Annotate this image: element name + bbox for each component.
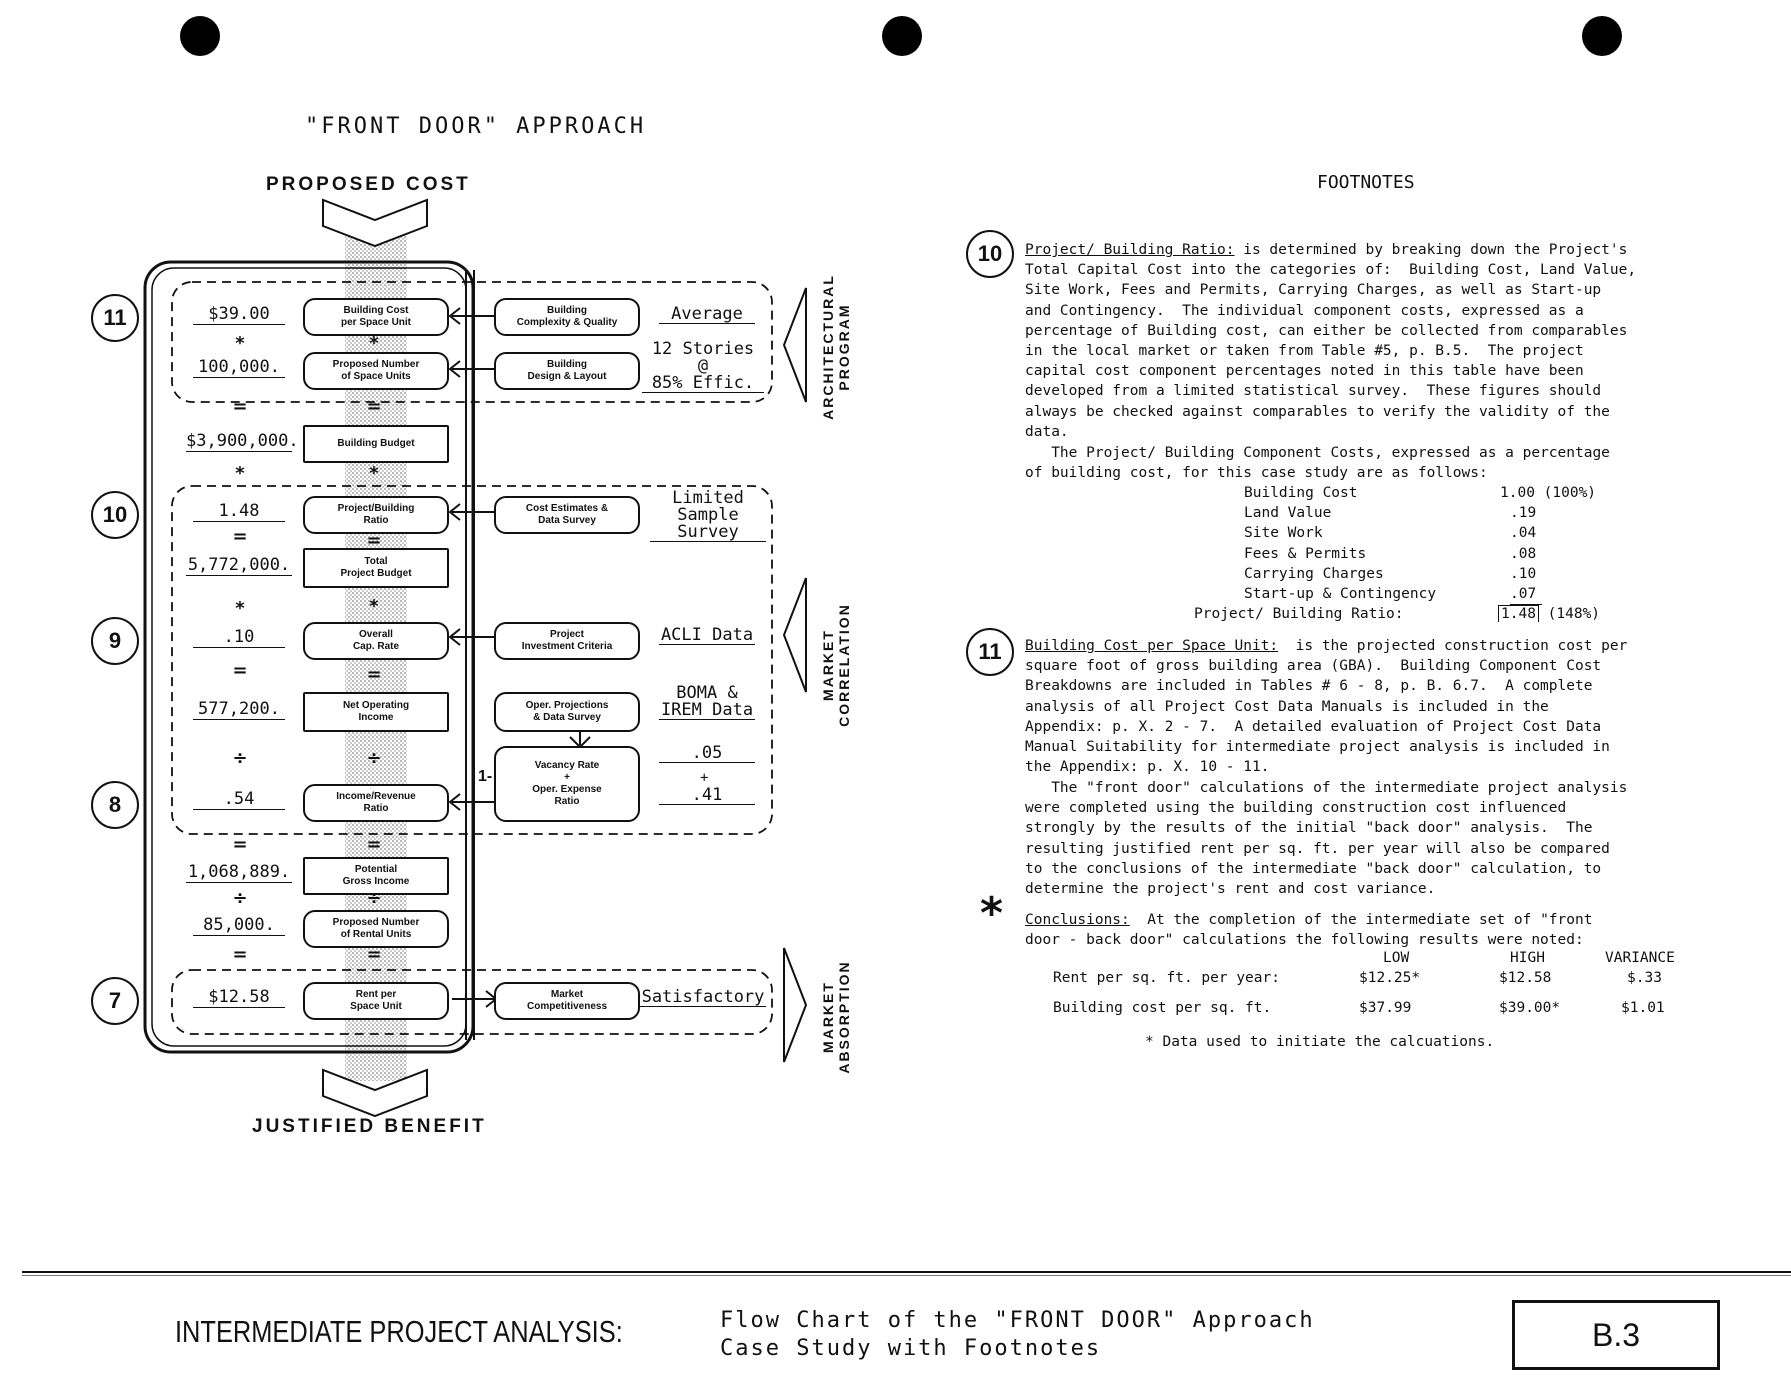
market-correlation-label: MARKET CORRELATION (820, 603, 852, 727)
col-low: LOW (1383, 950, 1410, 966)
potential-gross-income-box: Potential Gross Income (303, 857, 449, 895)
footnote-11-heading: Building Cost per Space Unit: (1025, 638, 1279, 654)
component-value: .08 (1510, 545, 1537, 562)
expense-ext: .41 (659, 787, 755, 805)
component-value: .10 (1510, 565, 1537, 582)
op-times-2: * (235, 463, 245, 484)
cost-per-unit-value: $39.00 (193, 304, 285, 325)
justified-benefit-label: JUSTIFIED BENEFIT (252, 1116, 487, 1137)
op-times-center-1: * (369, 333, 379, 354)
market-competitiveness-input-box: Market Competitiveness (494, 982, 640, 1020)
component-row (1180, 523, 1650, 543)
component-value: .19 (1510, 505, 1537, 522)
col-variance: VARIANCE (1605, 950, 1675, 966)
total-ratio: 1.48 (1498, 605, 1539, 622)
building-budget-box: Building Budget (303, 425, 449, 463)
footnotes-title: FOOTNOTES (1317, 172, 1415, 193)
building-budget-value: $3,900,000. (186, 431, 299, 451)
component-value: .07 (1510, 584, 1542, 605)
boma-ext: BOMA & IREM Data (660, 683, 754, 720)
component-total-row (1180, 604, 1650, 624)
component-row (1180, 564, 1650, 584)
component-label: Land Value (1244, 505, 1332, 522)
overall-cap-rate-box: Overall Cap. Rate (303, 622, 449, 660)
op-divide-1: ÷ (232, 748, 248, 769)
component-row (1180, 584, 1650, 604)
footer-rule-2 (22, 1275, 1791, 1276)
component-row (1180, 544, 1650, 564)
one-minus-label: 1- (478, 768, 493, 785)
row-variance: $1.01 (1621, 1000, 1665, 1016)
space-units-value: 100,000. (193, 357, 285, 378)
noi-value: 577,200. (193, 699, 285, 720)
cost-estimates-input-box: Cost Estimates & Data Survey (494, 496, 640, 534)
rent-value: $12.58 (193, 987, 285, 1008)
footnote-number-10: 10 (966, 230, 1014, 278)
component-total-value (1498, 604, 1600, 624)
conclusions-heading: Conclusions: (1025, 912, 1130, 928)
complexity-input-box: Building Complexity & Quality (494, 298, 640, 336)
ratio-value: 1.48 (193, 501, 285, 522)
footnote-number-11: 11 (966, 628, 1014, 676)
op-equals-2: = (232, 526, 248, 547)
step-number-11: 11 (91, 294, 139, 342)
footnote-11-para2: The "front door" calculations of the intermediate project analysis were completed using the building construction cost influenced strongly by the results of the initial "back door" analysis. The resulting justified rent per sq. ft. per year will also be compared to the conclusions of the intermediate "back door" calculation, to determine the project's rent and cost variance. (1025, 780, 1628, 898)
design-input-box: Building Design & Layout (494, 352, 640, 390)
building-cost-box: Building Cost per Space Unit (303, 298, 449, 336)
op-equals-5: = (232, 944, 248, 965)
page-number-box (1512, 1300, 1720, 1370)
rental-units-value: 85,000. (193, 915, 285, 936)
total-pct: (148%) (1538, 606, 1601, 623)
conclusions-header (1025, 950, 1725, 970)
proposed-rental-units-box: Proposed Number of Rental Units (303, 910, 449, 948)
proposed-space-units-box: Proposed Number of Space Units (303, 352, 449, 390)
footer-title: INTERMEDIATE PROJECT ANALYSIS: (175, 1314, 623, 1349)
vacancy-expense-input-box (494, 746, 640, 822)
component-row (1180, 483, 1650, 503)
step-number-10: 10 (91, 491, 139, 539)
op-equals-1: = (232, 396, 248, 417)
punch-hole-right (1582, 16, 1622, 56)
project-building-ratio-box: Project/Building Ratio (303, 496, 449, 534)
component-label: Fees & Permits (1244, 545, 1367, 562)
net-operating-income-box: Net Operating Income (303, 692, 449, 732)
row-high: $39.00* (1499, 1000, 1561, 1016)
op-equals-4: = (232, 834, 248, 855)
op-equals-center-4: = (366, 834, 382, 855)
oper-projections-input-box: Oper. Projections & Data Survey (494, 692, 640, 732)
footer-rule (22, 1271, 1791, 1273)
income-revenue-ratio-box: Income/Revenue Ratio (303, 784, 449, 822)
component-value: 1.00 (100%) (1500, 485, 1597, 501)
op-equals-center-1: = (366, 396, 382, 417)
limited-sample-ext: Limited Sample Survey (650, 490, 766, 542)
conclusions-note: * Data used to initiate the calcuations. (1145, 1034, 1495, 1050)
plus-ext: + (700, 770, 709, 786)
conclusions-para (1025, 910, 1725, 950)
punch-hole-center (882, 16, 922, 56)
component-label: Start-up & Contingency (1244, 585, 1437, 602)
proposed-cost-label: PROPOSED COST (266, 174, 471, 195)
component-label: Building Cost (1244, 485, 1358, 501)
op-equals-center-3: = (366, 664, 382, 685)
total-project-budget-box: Total Project Budget (303, 548, 449, 588)
conclusions-text: At the completion of the intermediate set of "front door - back door" calculations the following results were noted: (1025, 912, 1593, 949)
page-title: "FRONT DOOR" APPROACH (305, 114, 647, 139)
op-divide-center-1: ÷ (366, 748, 382, 769)
step-number-9: 9 (91, 617, 139, 665)
row-high: $12.58 (1499, 970, 1552, 986)
plus-label: + (564, 772, 570, 783)
page-number: B.3 (1591, 1316, 1641, 1353)
step-number-8: 8 (91, 781, 139, 829)
acli-ext: ACLI Data (660, 625, 754, 645)
op-divide-center-2: ÷ (366, 888, 382, 909)
stories-ext: 12 Stories @ 85% Effic. (642, 341, 764, 393)
vacancy-ext: .05 (659, 745, 755, 763)
investment-criteria-input-box: Project Investment Criteria (494, 622, 640, 660)
component-label: Site Work (1244, 525, 1323, 542)
total-budget-value: 5,772,000. (187, 555, 291, 575)
footnote-11-text1: is the projected construction cost per square foot of gross building area (GBA). Building Component Cost Breakdowns are included in Tables # 6 - 8, p. B. 6.7. A complete analysis of all Project Cost Data Manuals is included in the Appendix: p. X. 2 - 7. A detailed evaluation of Project Cost Data Manual Suitability for intermediate project analysis is included in the Appendix: p. X. 10 - 11. (1025, 638, 1628, 776)
footer-subtitle-1: Flow Chart of the "FRONT DOOR" Approach (720, 1308, 1315, 1333)
footnote-10-text1: is determined by breaking down the Project's Total Capital Cost into the categories of: Building Cost, Land Value, Site Work, Fees and Permits, Carrying Charges, as well as Start-up and Contingency. The individual component costs, expressed as a percentage of Building cost, can either be collected from comparables in the local market or taken from Table #5, p. B.5. The project capital cost component percentages noted in this table have been developed from a limited statistical survey. These figures should always be checked against comparables to verify the validity of the data. (1025, 242, 1637, 440)
component-value: .04 (1510, 525, 1537, 542)
row-low: $37.99 (1359, 1000, 1412, 1016)
component-table (1180, 483, 1650, 624)
op-times-1: * (235, 333, 245, 354)
rent-per-space-box: Rent per Space Unit (303, 982, 449, 1020)
gross-income-value: 1,068,889. (187, 862, 291, 882)
footnote-10-para1 (1025, 240, 1725, 442)
market-absorption-label: MARKET ABSORPTION (820, 960, 852, 1074)
op-equals-center-5: = (366, 944, 382, 965)
oper-expense-label: Oper. Expense Ratio (532, 784, 602, 807)
op-equals-3: = (232, 660, 248, 681)
vacancy-rate-label: Vacancy Rate (534, 760, 600, 771)
conclusions-row (1025, 970, 1725, 1000)
footnote-10-para2: The Project/ Building Component Costs, expressed as a percentage of building cost, for this case study are as follows: (1025, 445, 1610, 482)
op-equals-center-2: = (366, 530, 382, 551)
op-times-center-2: * (369, 463, 379, 484)
footnote-10-heading: Project/ Building Ratio: (1025, 242, 1235, 258)
col-high: HIGH (1510, 950, 1545, 966)
income-ratio-value: .54 (193, 789, 285, 810)
component-label: Carrying Charges (1244, 565, 1384, 582)
op-divide-2: ÷ (232, 888, 248, 909)
component-row (1180, 503, 1650, 523)
row-variance: $.33 (1627, 970, 1662, 986)
cap-rate-value: .10 (193, 627, 285, 648)
step-number-7: 7 (91, 977, 139, 1025)
footnote-11-para1 (1025, 636, 1725, 777)
component-total-label: Project/ Building Ratio: (1194, 606, 1404, 623)
satisfactory-ext: Satisfactory (641, 987, 765, 1007)
op-times-3: * (235, 598, 245, 619)
conclusions-star-icon: * (980, 888, 1004, 939)
row-label: Rent per sq. ft. per year: (1053, 970, 1280, 986)
conclusions-table (1025, 950, 1725, 1050)
average-ext: Average (659, 306, 755, 324)
architectural-program-label: ARCHITECTURAL PROGRAM (820, 274, 852, 420)
op-times-center-3: * (369, 596, 379, 617)
conclusions-row (1025, 1000, 1725, 1030)
row-label: Building cost per sq. ft. (1053, 1000, 1272, 1016)
footer-subtitle-2: Case Study with Footnotes (720, 1336, 1102, 1361)
row-low: $12.25* (1359, 970, 1421, 986)
